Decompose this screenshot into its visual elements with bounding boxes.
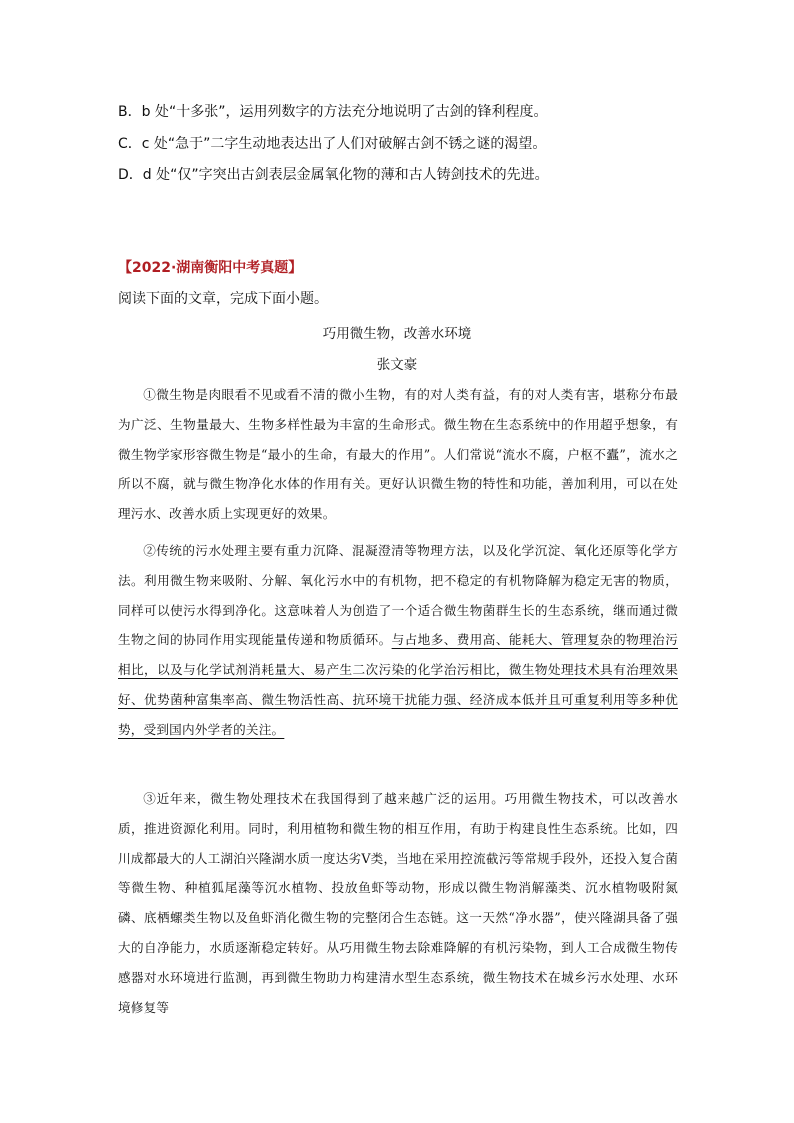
article-title: 巧用微生物，改善水环境 [322, 326, 472, 342]
paragraph-2-underlined-text: 与占地多、费用高、能耗大、管理复杂的物理治污相比，以及与化学试剂消耗量大、易产生二次污染的化学治污相比，微生物处理技术具有治理效果好、优势菌种富集率高、微生物活性高、抗环境干扰能力强、经济成本低并且可重复利用等多种优势，受到国内外学者的关注。 [118, 632, 679, 737]
source-tag: 【2022·湖南衡阳中考真题】 [118, 260, 303, 276]
paragraph-1: ①微生物是肉眼看不见或看不清的微小生物，有的对人类有益，有的对人类有害，堪称分布最为广泛、生物量最大、生物多样性最为丰富的生命形式。微生物在生态系统中的作用超乎想象，有微生物学家形容微生物是“最小的生命，有最大的作用”。人们常说“流水不腐，户枢不蠹”，流水之所以不腐，就与微生物净化水体的作用有关。更好认识微生物的特性和功能，善加利用，可以在处理污水、改善水质上实现更好的效果。 [118, 387, 678, 522]
option-c: C．c 处“急于”二字生动地表达出了人们对破解古剑不锈之谜的渴望。 [118, 136, 547, 152]
reading-instruction: 阅读下面的文章，完成下面小题。 [118, 291, 328, 307]
option-b: B．b 处“十多张”，运用列数字的方法充分地说明了古剑的锋利程度。 [118, 104, 548, 120]
paragraph-2-text: ②传统的污水处理主要有重力沉降、混凝澄清等物理方法，以及化学沉淀、氧化还原等化学方法。利用微生物来吸附、分解、氧化污水中的有机物，把不稳定的有机物降解为稳定无害的物质，同样可以使污水得到净化。这意味着人为创造了一个适合微生物菌群生长的生态系统，继而通过微生物之间的协同作用实现能量传递和物质循环。 [118, 543, 678, 648]
article-author: 张文豪 [376, 357, 418, 373]
paragraph-2 [118, 536, 678, 745]
paragraph-3: ③近年来，微生物处理技术在我国得到了越来越广泛的运用。巧用微生物技术，可以改善水质，推进资源化利用。同时，利用植物和微生物的相互作用，有助于构建良性生态系统。比如，四川成都最大的人工湖泊兴隆湖水质一度达劣Ⅴ类，当地在采用控流截污等常规手段外，还投入复合菌等微生物、种植狐尾藻等沉水植物、投放鱼虾等动物，形成以微生物消解藻类、沉水植物吸附氮磷、底栖螺类生物以及鱼虾消化微生物的完整闭合生态链。这一天然“净水器”，使兴隆湖具备了强大的自净能力，水质逐渐稳定转好。从巧用微生物去除难降解的有机污染物，到人工合成微生物传感器对水环境进行监测，再到微生物助力构建清水型生态系统，微生物技术在城乡污水处理、水环境修复等 [118, 791, 678, 1015]
option-d: D．d 处“仅”字突出古剑表层金属氧化物的薄和古人铸剑技术的先进。 [118, 167, 549, 183]
